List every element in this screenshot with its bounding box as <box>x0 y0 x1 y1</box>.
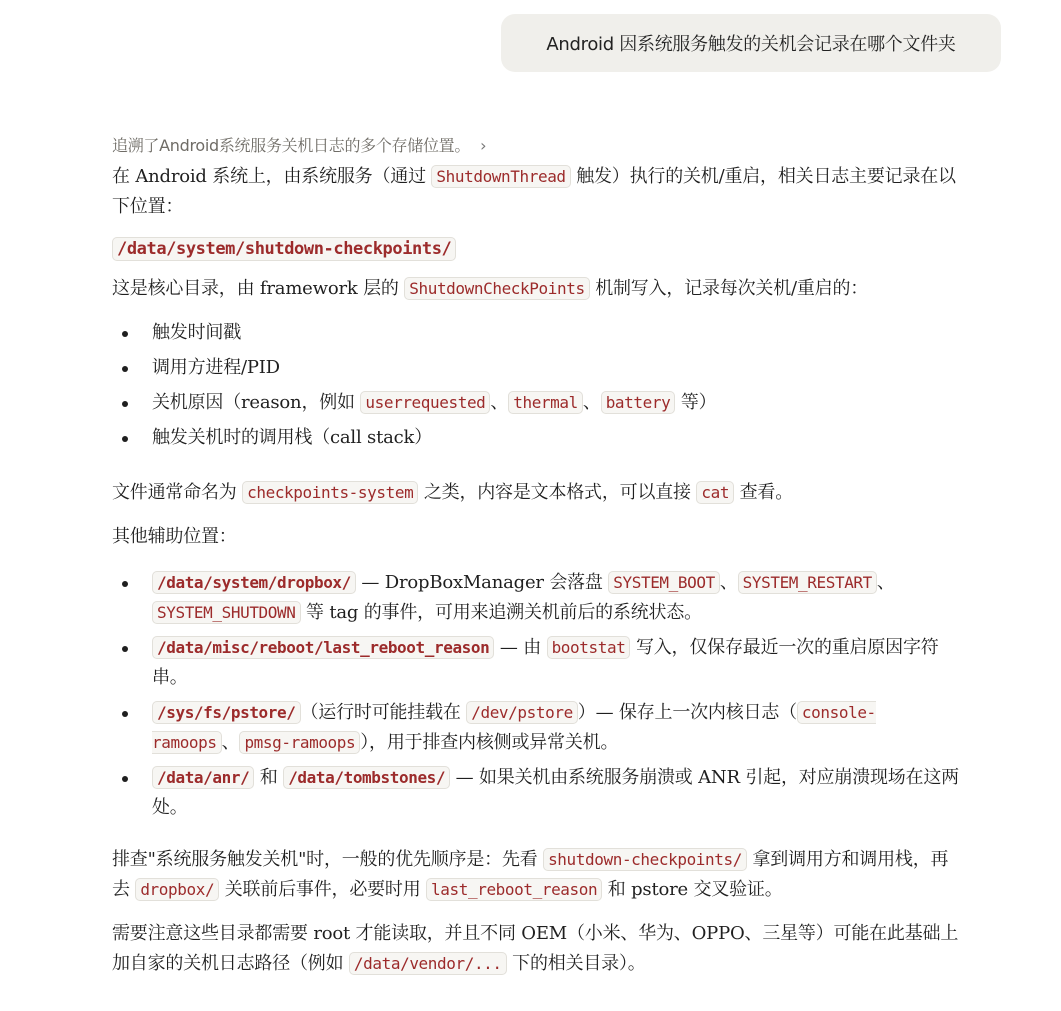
list-item-text: 关机原因（reason，例如 <box>152 392 361 413</box>
inline-code-shutdown-checkpoints: shutdown-checkpoints/ <box>543 848 747 871</box>
inline-code-anr-path: /data/anr/ <box>152 766 254 789</box>
chevron-right-icon: › <box>480 136 487 155</box>
inline-code-shutdownthread: ShutdownThread <box>431 165 570 188</box>
inline-code-cat: cat <box>696 481 734 504</box>
file-note-text-1: 文件通常命名为 <box>112 482 243 503</box>
main-path-heading <box>112 234 962 268</box>
records-list <box>112 318 962 458</box>
inline-code-main-path: /data/system/shutdown-checkpoints/ <box>112 237 456 261</box>
file-note-text-2: 之类，内容是文本格式，可以直接 <box>418 482 697 503</box>
priority-text-3: 关联前后事件，必要时用 <box>219 879 427 900</box>
inline-code-last-reboot-reason: last_reboot_reason <box>426 878 602 901</box>
list-item-text: 、 <box>490 392 509 413</box>
priority-text-2: 拿到调用方和调用栈，再去 <box>112 849 949 900</box>
list-item <box>112 423 962 458</box>
user-message-bubble <box>501 14 1001 72</box>
list-item <box>112 353 962 388</box>
list-item-text: — DropBoxManager 会落盘 <box>355 572 609 593</box>
assistant-response <box>112 130 962 979</box>
intro-text-1: 在 Android 系统上，由系统服务（通过 <box>112 166 432 187</box>
thinking-summary-toggle[interactable] <box>112 130 962 162</box>
list-item <box>112 698 962 758</box>
list-item-text: 等 tag 的事件，可用来追溯关机前后的系统状态。 <box>300 602 702 623</box>
list-item <box>112 568 962 628</box>
list-item-text: ）— 保存上一次内核日志（ <box>577 702 797 723</box>
aux-locations-list <box>112 568 962 823</box>
note-paragraph <box>112 919 962 979</box>
inline-code-vendor-path: /data/vendor/... <box>349 952 507 975</box>
note-text-1: 需要注意这些目录都需要 root 才能读取，并且不同 OEM（小米、华为、OPPO、三星等）可能在此基础上加自家的关机日志路径（例如 <box>112 923 959 974</box>
intro-paragraph <box>112 162 962 222</box>
core-text-1: 这是核心目录，由 framework 层的 <box>112 278 405 299</box>
inline-code-bootstat: bootstat <box>547 636 631 659</box>
file-note-paragraph <box>112 478 962 508</box>
list-item-text: 、 <box>719 572 738 593</box>
inline-code-userrequested: userrequested <box>360 391 490 414</box>
list-item <box>112 633 962 693</box>
list-item-text: 触发时间戳 <box>152 322 241 343</box>
user-message-text: Android 因系统服务触发的关机会记录在哪个文件夹 <box>546 34 956 55</box>
inline-code-system-boot: SYSTEM_BOOT <box>608 571 720 594</box>
inline-code-thermal: thermal <box>508 391 583 414</box>
list-item <box>112 318 962 353</box>
note-text-2: 下的相关目录）。 <box>506 953 646 974</box>
list-item-text: 触发关机时的调用栈（call stack） <box>152 427 433 448</box>
inline-code-system-shutdown: SYSTEM_SHUTDOWN <box>152 601 301 624</box>
aux-title: 其他辅助位置： <box>112 526 237 547</box>
inline-code-console-ramoops: console-ramoops <box>152 703 876 752</box>
priority-paragraph <box>112 845 962 905</box>
inline-code-checkpoints-system: checkpoints-system <box>242 481 418 504</box>
inline-code-pmsg-ramoops: pmsg-ramoops <box>239 731 360 754</box>
inline-code-system-restart: SYSTEM_RESTART <box>738 571 877 594</box>
list-item-text: （运行时可能挂载在 <box>300 702 467 723</box>
priority-text-1: 排查"系统服务触发关机"时，一般的优先顺序是：先看 <box>112 849 544 870</box>
list-item-text: 写入，仅保存最近一次的重启原因字符串。 <box>152 637 939 688</box>
inline-code-dropbox: dropbox/ <box>135 878 219 901</box>
inline-code-dropbox-path: /data/system/dropbox/ <box>152 571 356 594</box>
list-item-text: 、 <box>876 572 895 593</box>
list-item-text: 、 <box>582 392 601 413</box>
list-item-text: — 如果关机由系统服务崩溃或 ANR 引起，对应崩溃现场在这两处。 <box>152 767 959 818</box>
file-note-text-3: 查看。 <box>734 482 793 503</box>
inline-code-pstore-path: /sys/fs/pstore/ <box>152 701 301 724</box>
list-item-text: 调用方进程/PID <box>152 357 280 378</box>
inline-code-tombstones-path: /data/tombstones/ <box>283 766 450 789</box>
priority-text-4: 和 pstore 交叉验证。 <box>602 879 783 900</box>
inline-code-last-reboot-reason-path: /data/misc/reboot/last_reboot_reason <box>152 636 494 659</box>
core-paragraph <box>112 274 962 304</box>
inline-code-shutdowncheckpoints: ShutdownCheckPoints <box>404 277 589 300</box>
core-text-2: 机制写入，记录每次关机/重启的： <box>589 278 869 299</box>
thinking-summary-text: 追溯了Android系统服务关机日志的多个存储位置。 <box>112 136 471 155</box>
list-item-text: 等） <box>675 392 717 413</box>
list-item-text: 、 <box>221 732 240 753</box>
intro-text-2: 触发）执行的关机/重启，相关日志主要记录在以下位置： <box>112 166 956 217</box>
list-item-text: 和 <box>254 767 284 788</box>
inline-code-battery: battery <box>601 391 676 414</box>
inline-code-dev-pstore: /dev/pstore <box>466 701 578 724</box>
list-item-text: — 由 <box>494 637 547 658</box>
list-item-text: ），用于排查内核侧或异常关机。 <box>360 732 619 753</box>
list-item <box>112 763 962 823</box>
list-item <box>112 388 962 423</box>
